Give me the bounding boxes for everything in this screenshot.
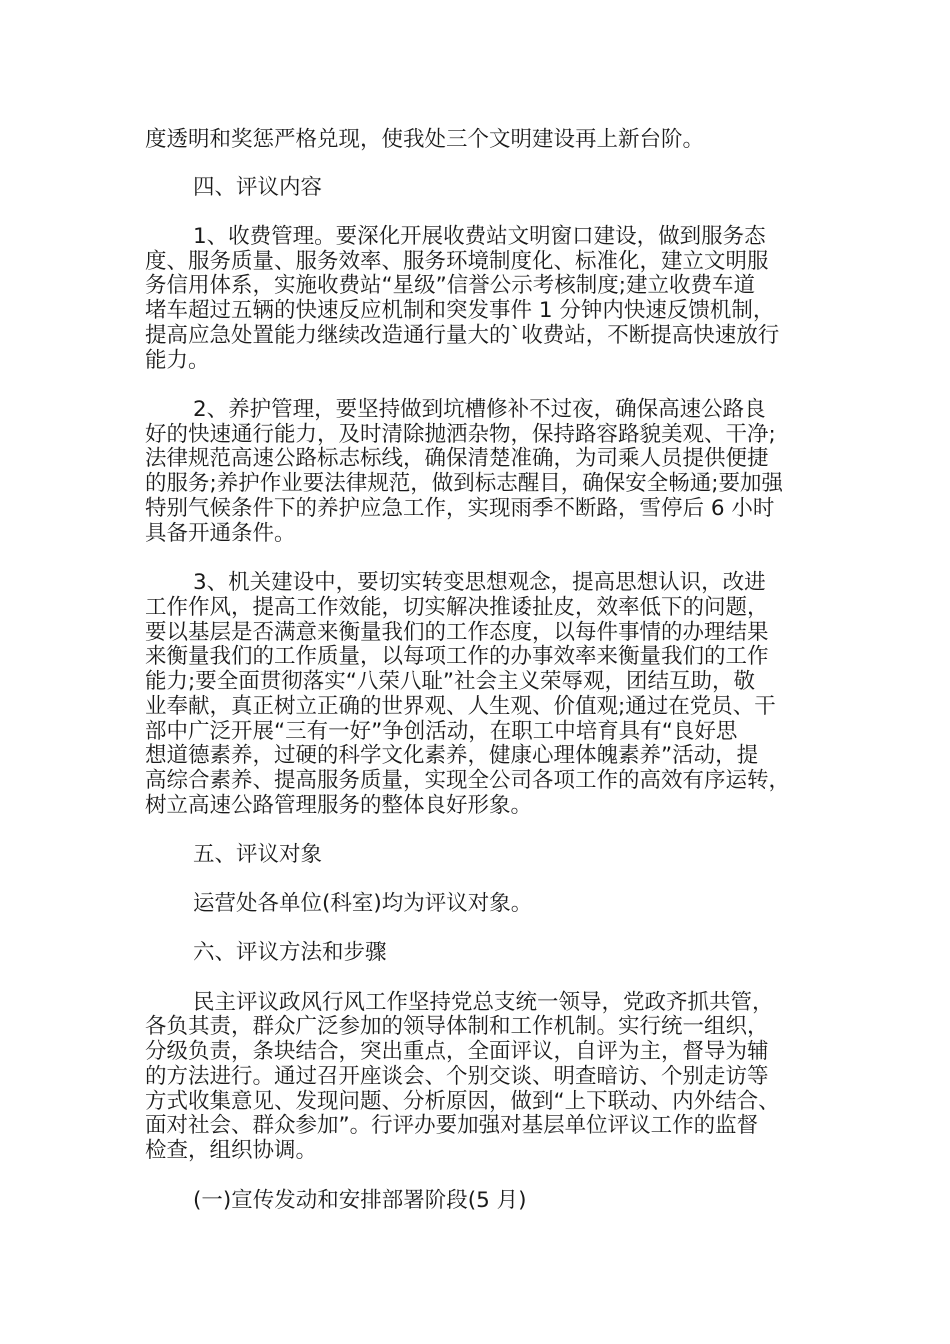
text-line: 法律规范高速公路标志标线，确保清楚准确，为司乘人员提供便捷 bbox=[145, 446, 769, 471]
text-line: 2、养护管理，要坚持做到坑槽修补不过夜，确保高速公路良 bbox=[193, 397, 766, 422]
text-line: 六、评议方法和步骤 bbox=[193, 940, 387, 965]
text-line: 的服务;养护作业要法律规范，做到标志醒目，确保安全畅通;要加强 bbox=[145, 471, 783, 496]
text-line: 部中广泛开展“三有一好”争创活动，在职工中培育具有“良好思 bbox=[145, 719, 738, 744]
text-line: 工作作风，提高工作效能，切实解决推诿扯皮，效率低下的问题， bbox=[145, 595, 769, 620]
text-line: 分级负责，条块结合，突出重点，全面评议，自评为主，督导为辅 bbox=[145, 1039, 769, 1064]
text-line: 民主评议政风行风工作坚持党总支统一领导，党政齐抓共管， bbox=[193, 990, 774, 1015]
text-line: 运营处各单位(科室)均为评议对象。 bbox=[193, 891, 533, 916]
text-line: 想道德素养，过硬的科学文化素养，健康心理体魄素养”活动，提 bbox=[145, 743, 759, 768]
text-line: 各负其责，群众广泛参加的领导体制和工作机制。实行统一组织， bbox=[145, 1014, 769, 1039]
text-line: 面对社会、群众参加”。行评办要加强对基层单位评议工作的监督 bbox=[145, 1113, 759, 1138]
text-line: 的方法进行。通过召开座谈会、个别交谈、明查暗访、个别走访等 bbox=[145, 1064, 769, 1089]
text-line: 树立高速公路管理服务的整体良好形象。 bbox=[145, 793, 533, 818]
text-line: 要以基层是否满意来衡量我们的工作态度，以每件事情的办理结果 bbox=[145, 620, 769, 645]
text-line: 来衡量我们的工作质量，以每项工作的办事效率来衡量我们的工作 bbox=[145, 644, 769, 669]
text-line: 特别气候条件下的养护应急工作，实现雨季不断路，雪停后 6 小时 bbox=[145, 496, 775, 521]
text-line: 1、收费管理。要深化开展收费站文明窗口建设，做到服务态 bbox=[193, 224, 766, 249]
text-line: 度透明和奖惩严格兑现，使我处三个文明建设再上新台阶。 bbox=[145, 127, 705, 152]
text-line: 能力;要全面贯彻落实“八荣八耻”社会主义荣辱观，团结互助，敬 bbox=[145, 669, 756, 694]
text-line: 业奉献，真正树立正确的世界观、人生观、价值观;通过在党员、干 bbox=[145, 694, 776, 719]
text-line: 具备开通条件。 bbox=[145, 521, 296, 546]
text-line: (一)宣传发动和安排部署阶段(5 月) bbox=[193, 1188, 527, 1213]
text-line: 五、评议对象 bbox=[193, 842, 323, 867]
text-line: 堵车超过五辆的快速反应机制和突发事件 1 分钟内快速反馈机制， bbox=[145, 298, 775, 323]
text-line: 3、机关建设中，要切实转变思想观念，提高思想认识，改进 bbox=[193, 570, 766, 595]
text-line: 方式收集意见、发现问题、分析原因，做到“上下联动、内外结合、 bbox=[145, 1089, 780, 1114]
text-line: 能力。 bbox=[145, 348, 210, 373]
text-line: 好的快速通行能力，及时清除抛洒杂物，保持路容路貌美观、干净; bbox=[145, 422, 776, 447]
text-line: 四、评议内容 bbox=[193, 175, 323, 200]
text-line: 检查，组织协调。 bbox=[145, 1138, 318, 1163]
text-line: 提高应急处置能力继续改造通行量大的`收费站，不断提高快速放行 bbox=[145, 323, 780, 348]
text-line: 度、服务质量、服务效率、服务环境制度化、标准化，建立文明服 bbox=[145, 249, 769, 274]
text-line: 务信用体系，实施收费站“星级”信誉公示考核制度;建立收费车道 bbox=[145, 273, 756, 298]
text-line: 高综合素养、提高服务质量，实现全公司各项工作的高效有序运转， bbox=[145, 768, 791, 793]
